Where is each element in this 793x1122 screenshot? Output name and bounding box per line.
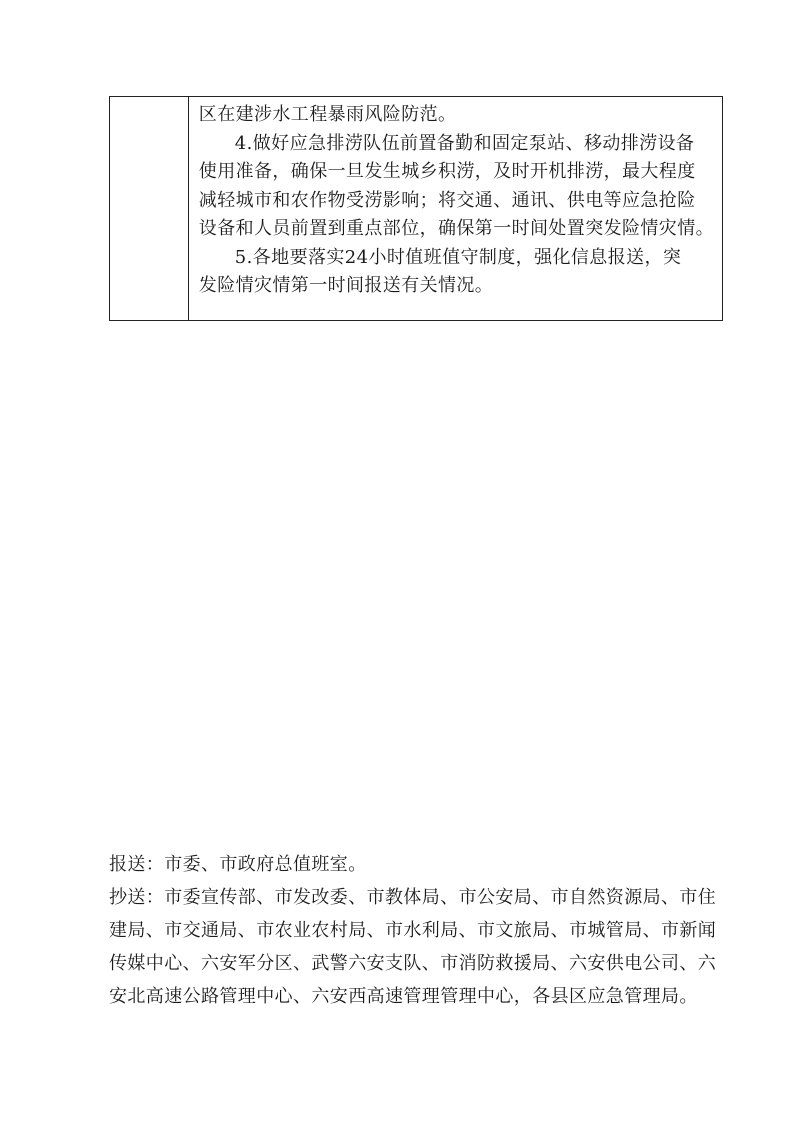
copy-to-line-1: 抄送：市委宣传部、市发改委、市教体局、市公安局、市自然资源局、市住 (109, 887, 717, 908)
item-5-line-2: 发险情灾情第一时间报送有关情况。 (198, 275, 494, 296)
distribution-list (109, 848, 723, 1013)
item-5-line-1: 5.各地要落实24小时值班值守制度，强化信息报送，突 (234, 246, 682, 268)
item-4-line-4: 设备和人员前置到重点部位，确保第一时间处置突发险情灾情。 (198, 218, 714, 239)
table-content-cell (189, 97, 722, 320)
item-4-line-1: 4.做好应急排涝队伍前置备勤和固定泵站、移动排涝设备 (234, 132, 695, 154)
item-3-tail: 区在建涉水工程暴雨风险防范。 (198, 104, 457, 125)
item-4-line-3: 减轻城市和农作物受涝影响；将交通、通讯、供电等应急抢险 (198, 189, 696, 211)
copy-to-line-4: 安北高速公路管理中心、六安西高速管理管理中心，各县区应急管理局。 (109, 986, 698, 1007)
copy-to-line-3: 传媒中心、六安军分区、武警六安支队、市消防救援局、六安供电公司、六 (109, 953, 717, 974)
report-to-line: 报送：市委、市政府总值班室。 (109, 854, 367, 875)
table-label-cell (110, 97, 189, 320)
copy-to-line-2: 建局、市交通局、市农业农村局、市水利局、市文旅局、市城管局、市新闻 (109, 920, 717, 941)
item-4-line-2: 使用准备，确保一旦发生城乡积涝，及时开机排涝，最大程度 (198, 161, 696, 182)
measures-table (109, 96, 723, 321)
